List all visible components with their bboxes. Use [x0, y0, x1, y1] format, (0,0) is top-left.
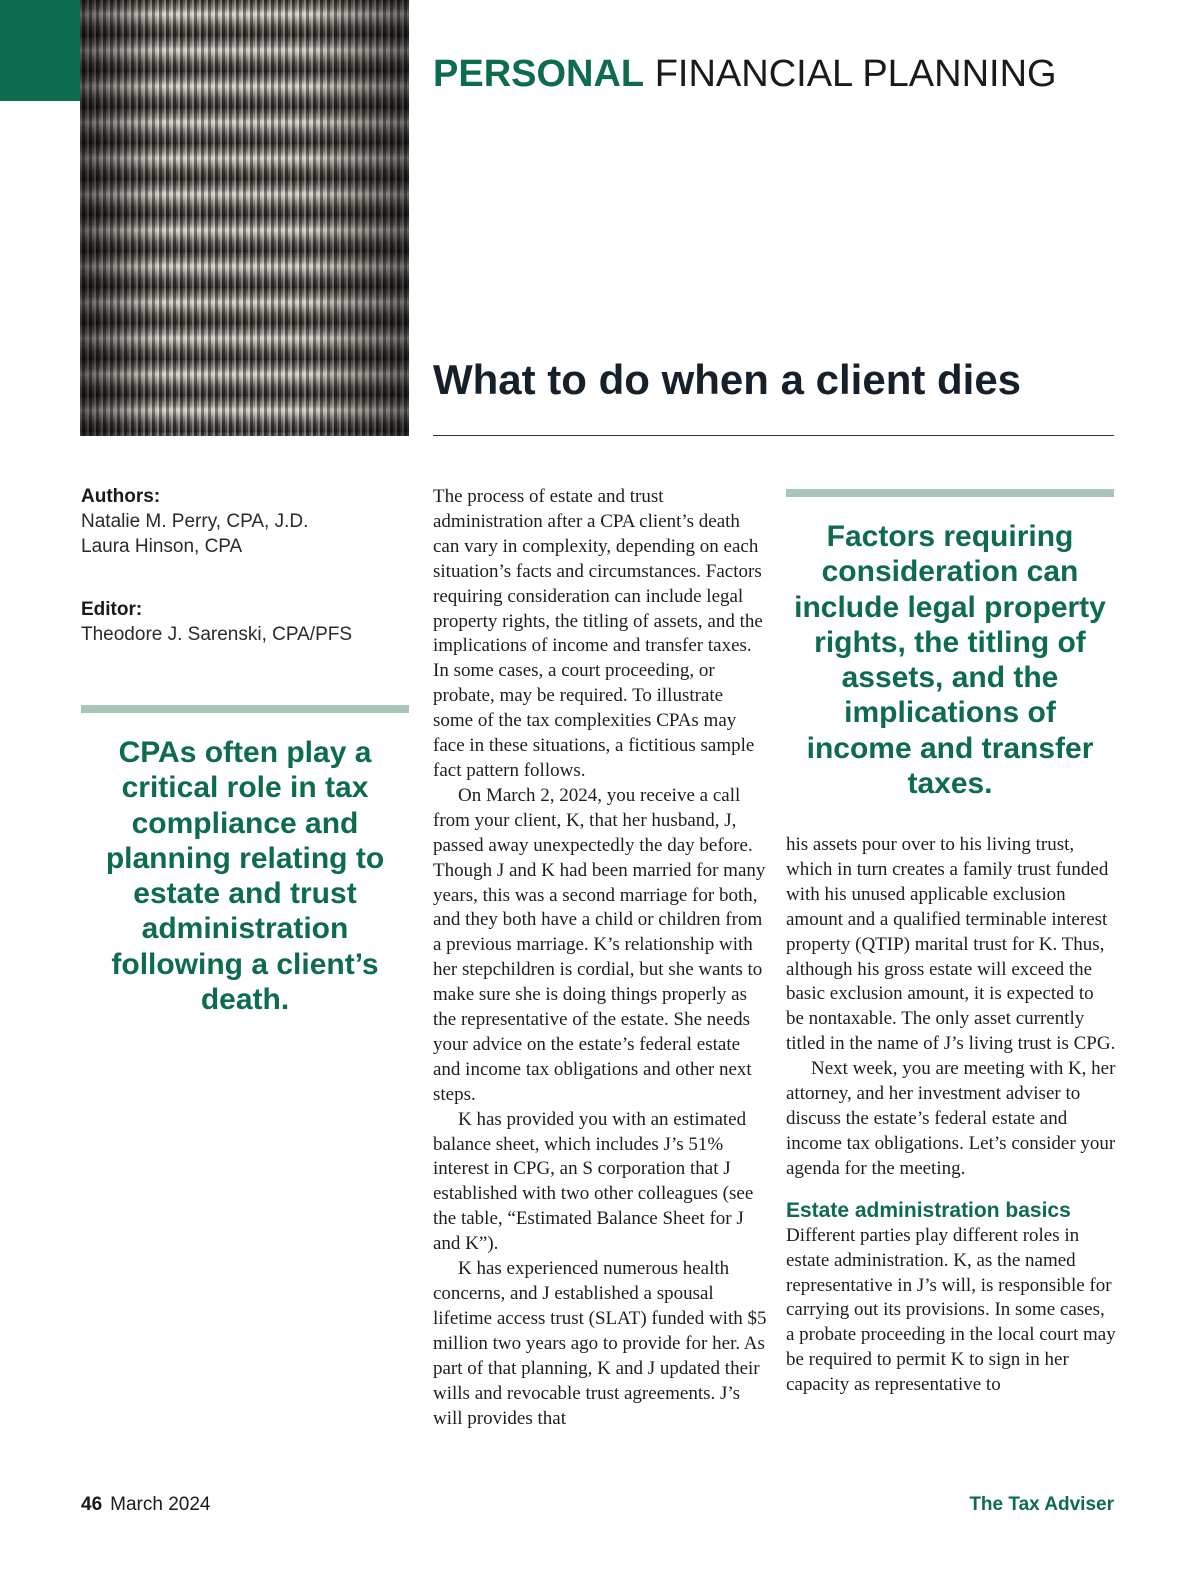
author-name: Natalie M. Perry, CPA, J.D. — [81, 511, 309, 532]
issue-date: March 2024 — [110, 1494, 211, 1515]
authors-label: Authors: — [81, 486, 161, 507]
paragraph: K has experienced numerous health concerns, and J established a spousal lifetime access trust (SLAT) funded with $5 million two years ago to provide for her. As part of that planning, K and J updated their wills and revocable trust agreements. J’s will provides that — [433, 1258, 767, 1429]
author-name: Laura Hinson, CPA — [81, 536, 243, 557]
paragraph: Next week, you are meeting with K, her attorney, and her investment adviser to discuss the estate’s federal estate and income tax obligations. Let’s consider your agenda for the meeting. — [786, 1058, 1116, 1179]
coin-stack-photo — [80, 0, 409, 436]
pull-quote-right: Factors requiring consideration can include legal property rights, the titling of assets, and the implications of income and transfer taxes. — [794, 520, 1106, 801]
subhead: Estate administration basics — [786, 1198, 1071, 1222]
editor-name: Theodore J. Sarenski, CPA/PFS — [81, 624, 353, 645]
section-title-rest: FINANCIAL PLANNING — [654, 53, 1057, 95]
article-title: What to do when a client dies — [433, 356, 1022, 403]
body-column-1 — [433, 485, 767, 1431]
paragraph: Different parties play different roles in estate administration. K, as the named representative in J’s will, is responsible for carrying out its provisions. In some cases, a probate proceeding in the local court may be required to permit K to sign in her capacity as representative to — [786, 1224, 1116, 1396]
publication-name: The Tax Adviser — [969, 1494, 1114, 1515]
section-title — [433, 50, 1057, 98]
paragraph: his assets pour over to his living trust, which in turn creates a family trust funded with his unused applicable exclusion amount and a qualified terminable interest property (QTIP) marital trust for K. Thus, although his gross estate will exceed the basic exclusion amount, it is expected to be nontaxable. The only asset currently titled in the name of J’s living trust is CPG. — [786, 834, 1116, 1055]
green-corner-tab — [0, 0, 80, 101]
footer-folio — [81, 1493, 210, 1517]
body-column-2 — [786, 833, 1116, 1398]
paragraph: K has provided you with an estimated balance sheet, which includes J’s 51% interest in CPG, an S corporation that J established with two other colleagues (see the table, “Estimated Balance Sheet for J and K”). — [433, 1108, 754, 1255]
pull-quote-bar-left — [81, 705, 409, 713]
page-number: 46 — [81, 1494, 103, 1515]
pull-quote-bar-right — [786, 489, 1114, 497]
editor-label: Editor: — [81, 599, 143, 620]
paragraph: The process of estate and trust administration after a CPA client’s death can vary in complexity, depending on each situation’s facts and circumstances. Factors requiring consideration can include legal property rights, the titling of assets, and the implications of income and transfer taxes. In some cases, a court proceeding, or probate, may be required. To illustrate some of the tax complexities CPAs may face in these situations, a fictitious sample fact pattern follows. — [433, 486, 763, 781]
section-title-strong: PERSONAL — [433, 53, 645, 95]
title-divider — [433, 435, 1114, 436]
credits-block — [81, 484, 401, 647]
paragraph: On March 2, 2024, you receive a call from your client, K, that her husband, J, passed away unexpectedly the day before. Though J and K had been married for many years, this was a second marriage for both, and they both have a child or children from a previous marriage. K’s relationship with her stepchildren is cordial, but she wants to make sure she is doing things properly as the representative of the estate. She needs your advice on the estate’s federal estate and income tax obligations and other next steps. — [433, 784, 766, 1105]
pull-quote-left: CPAs often play a critical role in tax compliance and planning relating to estate and trust administration following a client’s death. — [105, 736, 385, 1017]
